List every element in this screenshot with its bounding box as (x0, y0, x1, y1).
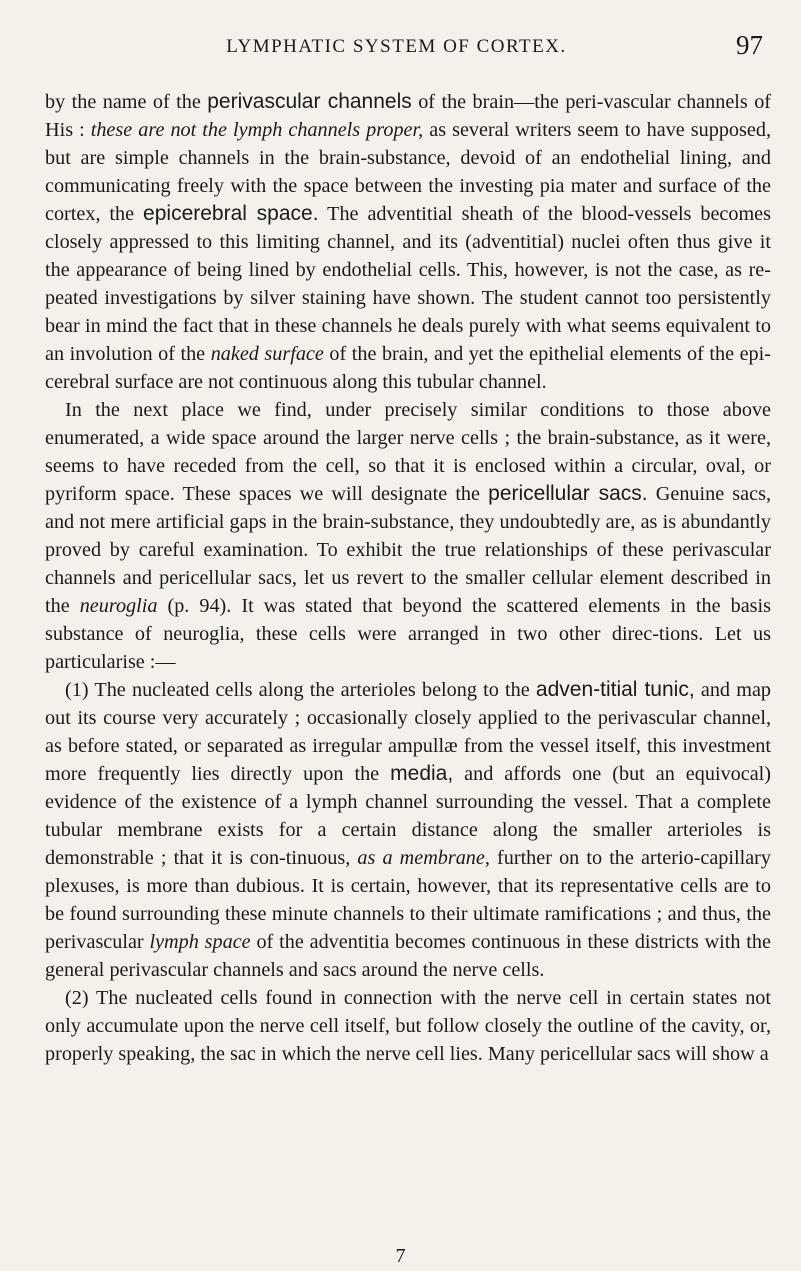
text-run: as several writers seem to have supposed, but are simple channels in the brain-substance, devoid of an endothelial lining, and communicating freely with the space between the investing pia mater and surface of the cortex, the (45, 119, 771, 225)
text-run: In the next place we find, under precisely similar conditions to those above enumerated, a wide space around the larger nerve cells ; the brain-substance, as it were, seems to have receded from the cell, so that it is enclosed within a circular, oval, or pyriform space. These spaces we will designate the (45, 399, 771, 505)
text-run: (1) The nucleated cells along the arterioles belong to the (65, 679, 536, 701)
text-run: The adventitial sheath of the blood-vessels becomes closely appressed to this limiting channel, and its (adventitial) nuclei often thus give it the appearance of being lined by endothelial cells. This, however, is not the case, as re-peated investigations by silver staining have shown. The student cannot too persistently bear in mind the fact that in these channels he deals purely with what seems equivalent to an involution of the (45, 203, 771, 365)
italic-run: lymph space (149, 931, 251, 953)
text-run: of the brain—the peri-vascular channels of His : (45, 91, 772, 141)
key-term: media, (390, 762, 454, 785)
running-head (90, 30, 763, 70)
running-title: LYMPHATIC SYSTEM OF CORTEX. (226, 36, 567, 57)
text-run: of the adventitia becomes continuous in these districts with the general perivascular channels and sacs around the nerve cells. (45, 931, 771, 981)
italic-run: as a membrane, (357, 847, 490, 869)
text-run: and affords one (but an equivocal) evidence of the existence of a lymph channel surrounding the vessel. That a complete tubular membrane exists for a certain distance along the smaller arterioles is demonstrable ; that it is con-tinuous, (45, 763, 772, 869)
text-run: (2) The nucleated cells found in connection with the nerve cell in certain states not only accumulate upon the nerve cell itself, but follow closely the outline of the cavity, or, properly speaking, the sac in which the nerve cell lies. Many pericellular sacs will show a (45, 987, 771, 1065)
italic-run: neuroglia (79, 595, 158, 617)
paragraph-3 (45, 676, 771, 984)
key-term: perivascular channels (207, 90, 412, 113)
key-term: adven-titial tunic, (535, 678, 695, 701)
text-run: Genuine sacs, and not mere artificial gaps in the brain-substance, they undoubtedly are, as is abundantly proved by careful examination. To exhibit the true relationships of these perivascular channels and pericellular sacs, let us revert to the smaller cellular element described in the (45, 483, 771, 617)
text-run: (p. 94). It was stated that beyond the scattered elements in the basis substance of neuroglia, these cells were arranged in two other direc-tions. Let us particularise :— (45, 595, 771, 673)
key-term: pericellular sacs. (488, 482, 648, 505)
body-text (45, 88, 771, 1068)
paragraph-4 (45, 984, 771, 1068)
italic-run: naked surface (210, 343, 324, 365)
page-number: 97 (736, 30, 763, 60)
signature-mark: 7 (395, 1245, 406, 1267)
paragraph-1 (45, 88, 771, 396)
italic-run: these are not the lymph channels proper, (90, 119, 424, 141)
text-run: of the brain, and yet the epithelial elements of the epi-cerebral surface are not continuous along this tubular channel. (45, 343, 771, 393)
paragraph-2 (45, 396, 771, 676)
key-term: epicerebral space. (143, 202, 319, 225)
text-run: by the name of the (45, 91, 208, 113)
text-run: and map out its course very accurately ; occasionally closely applied to the perivascular channel, as before stated, or separated as irregular ampullæ from the vessel itself, this investment more frequently lies directly upon the (45, 679, 771, 785)
text-run: further on to the arterio-capillary plexuses, is more than dubious. It is certain, however, that its representative cells are to be found surrounding these minute channels to their ultimate ramifications ; and thus, the perivascular (45, 847, 771, 953)
